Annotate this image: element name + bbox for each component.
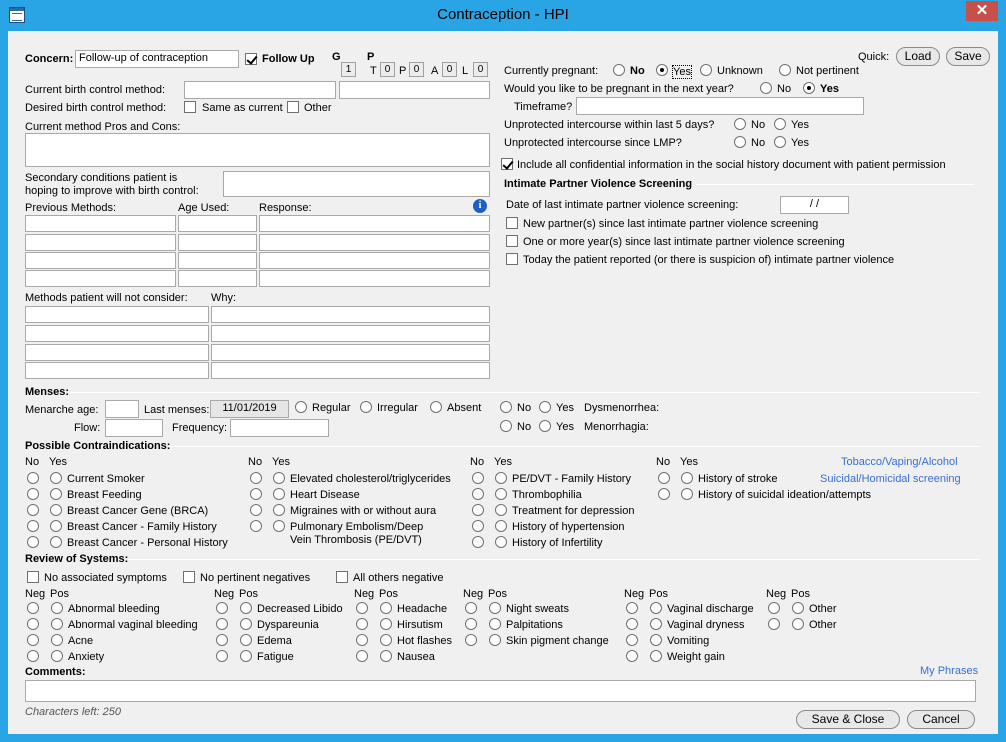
ros-item-label: Decreased Libido	[257, 603, 343, 615]
contra-no-header: No	[248, 456, 263, 468]
age-used-input[interactable]	[178, 252, 257, 269]
ipv-one-year-label: One or more year(s) since last intimate partner violence screening	[523, 236, 845, 248]
menorrhagia-no-label: No	[517, 421, 532, 433]
ros-item-label: Other	[809, 619, 837, 631]
contra-item-label: PE/DVT - Family History	[512, 473, 631, 485]
close-button[interactable]: ✕	[966, 1, 998, 21]
ros-item-label: Other	[809, 603, 837, 615]
contra-no-header: No	[25, 456, 40, 468]
ros-neg-radio[interactable]	[626, 602, 638, 614]
contra-item-label: History of Infertility	[512, 537, 603, 549]
ros-pos-radio[interactable]	[489, 634, 501, 646]
timeframe-input[interactable]	[576, 97, 864, 115]
ros-item-label: Headache	[397, 603, 448, 615]
ros-neg-radio[interactable]	[356, 618, 368, 630]
contra-item-label: Migraines with or without aura	[290, 505, 437, 517]
unprotected5-no-radio[interactable]	[734, 118, 746, 130]
preterm-label: P	[399, 65, 407, 77]
ros-item-label: Dyspareunia	[257, 619, 319, 631]
no-assoc-label: No associated symptoms	[44, 572, 167, 584]
ros-neg-radio[interactable]	[27, 650, 39, 662]
ros-pos-radio[interactable]	[240, 602, 252, 614]
ros-item-label: Vaginal discharge	[667, 603, 754, 615]
window-title: Contraception - HPI	[437, 6, 569, 23]
contra-yes-radio[interactable]	[681, 472, 693, 484]
contra-no-radio[interactable]	[250, 504, 262, 516]
flow-label: Flow:	[74, 422, 101, 434]
future-pregnant-label: Would you like to be pregnant in the next year?	[504, 83, 734, 95]
response-label: Response:	[259, 202, 312, 214]
quick-save-button[interactable]: Save	[946, 47, 990, 66]
contra-no-radio[interactable]	[658, 472, 670, 484]
g-label: G	[332, 51, 341, 63]
contra-no-radio[interactable]	[250, 488, 262, 500]
contra-yes-header: Yes	[494, 456, 512, 468]
prev-method-input[interactable]	[25, 270, 176, 287]
age-used-input[interactable]	[178, 215, 257, 232]
response-input[interactable]	[259, 252, 490, 269]
contra-yes-radio[interactable]	[273, 488, 285, 500]
ros-neg-radio[interactable]	[216, 634, 228, 646]
ros-pos-radio[interactable]	[240, 634, 252, 646]
flow-input[interactable]	[105, 419, 163, 437]
chars-left-label: Characters left: 250	[25, 706, 121, 718]
ipv-reported-checkbox[interactable]	[506, 253, 518, 265]
contra-item-label: Breast Cancer - Family History	[67, 521, 217, 533]
ros-divider	[128, 559, 980, 560]
future-no-label: No	[777, 83, 792, 95]
contra-yes-radio[interactable]	[681, 488, 693, 500]
living-box[interactable]: 0	[473, 62, 488, 77]
save-close-button[interactable]: Save & Close	[796, 710, 900, 729]
t-label: T	[370, 65, 377, 77]
contra-yes-radio[interactable]	[50, 536, 62, 548]
ros-neg-radio[interactable]	[768, 602, 780, 614]
prev-methods-label: Previous Methods:	[25, 202, 117, 214]
ipv-new-partner-checkbox[interactable]	[506, 217, 518, 229]
future-yes-label: Yes	[820, 83, 839, 95]
contra-no-radio[interactable]	[472, 488, 484, 500]
why-input[interactable]	[211, 325, 490, 342]
abortion-box[interactable]: 0	[442, 62, 457, 77]
contra-no-radio[interactable]	[27, 488, 39, 500]
ipv-date-label: Date of last intimate partner violence screening:	[506, 199, 739, 211]
contra-yes-radio[interactable]	[50, 520, 62, 532]
ros-pos-radio[interactable]	[380, 618, 392, 630]
comments-label: Comments:	[25, 666, 86, 678]
ros-pos-header: Pos	[649, 588, 668, 600]
contra-yes-radio[interactable]	[50, 488, 62, 500]
contra-no-radio[interactable]	[472, 504, 484, 516]
regular-radio[interactable]	[295, 401, 307, 413]
ros-neg-radio[interactable]	[216, 618, 228, 630]
pregnant-no-label: No	[630, 65, 645, 77]
ros-title: Review of Systems:	[25, 553, 129, 565]
contra-no-radio[interactable]	[250, 520, 262, 532]
pregnant-label: Currently pregnant:	[504, 65, 599, 77]
pregnant-yes-label: Yes	[673, 66, 691, 78]
ros-pos-radio[interactable]	[380, 650, 392, 662]
contra-item-label: Thrombophilia	[512, 489, 582, 501]
response-input[interactable]	[259, 270, 490, 287]
age-used-label: Age Used:	[178, 202, 230, 214]
no-pertinent-checkbox[interactable]	[183, 571, 195, 583]
all-others-checkbox[interactable]	[336, 571, 348, 583]
menses-divider	[70, 392, 980, 393]
contra-yes-radio[interactable]	[50, 504, 62, 516]
response-input[interactable]	[259, 234, 490, 251]
suicidal-link[interactable]: Suicidal/Homicidal screening	[820, 473, 961, 485]
not-consider-label: Methods patient will not consider:	[25, 292, 188, 304]
ipv-divider	[696, 184, 974, 185]
comments-textarea[interactable]	[25, 680, 976, 702]
contra-item-label: Breast Feeding	[67, 489, 142, 501]
contra-yes-radio[interactable]	[495, 504, 507, 516]
ros-item-label: Hot flashes	[397, 635, 453, 647]
contra-no-radio[interactable]	[658, 488, 670, 500]
ros-neg-header: Neg	[624, 588, 645, 600]
ros-neg-radio[interactable]	[465, 602, 477, 614]
info-icon[interactable]: i	[473, 199, 487, 213]
contra-no-radio[interactable]	[27, 536, 39, 548]
contra-no-radio[interactable]	[472, 472, 484, 484]
contra-no-radio[interactable]	[27, 472, 39, 484]
contra-yes-radio[interactable]	[50, 472, 62, 484]
contra-no-radio[interactable]	[472, 536, 484, 548]
other-method-label: Other	[304, 102, 332, 114]
ros-neg-radio[interactable]	[27, 602, 39, 614]
ros-pos-header: Pos	[379, 588, 398, 600]
pregnant-unknown-radio[interactable]	[700, 64, 712, 76]
not-consider-input[interactable]	[25, 325, 209, 342]
ros-pos-radio[interactable]	[240, 618, 252, 630]
ros-neg-radio[interactable]	[356, 602, 368, 614]
response-input[interactable]	[259, 215, 490, 232]
ros-pos-radio[interactable]	[51, 650, 63, 662]
ipv-date-input[interactable]: / /	[780, 196, 849, 214]
ipv-reported-label: Today the patient reported (or there is suspicion of) intimate partner violence	[523, 254, 895, 266]
ros-neg-radio[interactable]	[465, 618, 477, 630]
ros-pos-radio[interactable]	[51, 634, 63, 646]
why-input[interactable]	[211, 362, 490, 379]
not-consider-input[interactable]	[25, 362, 209, 379]
contra-yes-radio[interactable]	[495, 472, 507, 484]
ros-neg-radio[interactable]	[27, 634, 39, 646]
same-as-current-checkbox[interactable]	[184, 101, 196, 113]
contra-no-radio[interactable]	[472, 520, 484, 532]
pregnant-unknown-label: Unknown	[717, 65, 763, 77]
contra-pe-dvt-extra: Vein Thrombosis (PE/DVT)	[290, 534, 422, 546]
dysmenorrhea-no-radio[interactable]	[500, 401, 512, 413]
ros-pos-radio[interactable]	[792, 618, 804, 630]
ros-pos-radio[interactable]	[650, 602, 662, 614]
ros-pos-radio[interactable]	[650, 634, 662, 646]
follow-up-checkbox[interactable]	[245, 53, 257, 65]
contra-yes-radio[interactable]	[495, 536, 507, 548]
same-as-current-label: Same as current	[202, 102, 283, 114]
a-label: A	[431, 65, 439, 77]
ros-neg-header: Neg	[766, 588, 787, 600]
contra-item-label: Pulmonary Embolism/Deep	[290, 521, 424, 533]
absent-label: Absent	[447, 402, 482, 414]
ros-neg-radio[interactable]	[626, 650, 638, 662]
unprotected5-label: Unprotected intercourse within last 5 days?	[504, 119, 715, 131]
menorrhagia-yes-label: Yes	[556, 421, 574, 433]
age-used-input[interactable]	[178, 234, 257, 251]
frequency-label: Frequency:	[172, 422, 228, 434]
concern-label: Concern:	[25, 53, 74, 65]
ros-item-label: Edema	[257, 635, 292, 647]
age-used-input[interactable]	[178, 270, 257, 287]
unprotected-lmp-label: Unprotected intercourse since LMP?	[504, 137, 682, 149]
ros-pos-radio[interactable]	[489, 618, 501, 630]
ipv-one-year-checkbox[interactable]	[506, 235, 518, 247]
pros-cons-label: Current method Pros and Cons:	[25, 121, 181, 133]
absent-radio[interactable]	[430, 401, 442, 413]
menorrhagia-no-radio[interactable]	[500, 420, 512, 432]
irregular-radio[interactable]	[360, 401, 372, 413]
contra-no-radio[interactable]	[27, 520, 39, 532]
quick-load-button[interactable]: Load	[896, 47, 940, 66]
contra-no-radio[interactable]	[27, 504, 39, 516]
menses-title: Menses:	[25, 386, 70, 398]
ros-pos-header: Pos	[50, 588, 69, 600]
my-phrases-link[interactable]: My Phrases	[920, 665, 979, 677]
last-menses-label: Last menses:	[144, 404, 210, 416]
ros-neg-radio[interactable]	[27, 618, 39, 630]
ros-item-label: Acne	[68, 635, 94, 647]
ros-neg-header: Neg	[214, 588, 235, 600]
contra-divider	[170, 446, 980, 447]
ros-item-label: Night sweats	[506, 603, 569, 615]
contra-yes-radio[interactable]	[273, 504, 285, 516]
concern-input[interactable]: Follow-up of contraception	[75, 50, 239, 68]
ros-item-label: Vomiting	[667, 635, 710, 647]
contra-item-label: Breast Cancer - Personal History	[67, 537, 228, 549]
no-pertinent-label: No pertinent negatives	[200, 572, 311, 584]
ros-pos-header: Pos	[791, 588, 810, 600]
why-input[interactable]	[211, 344, 490, 361]
ros-neg-radio[interactable]	[626, 618, 638, 630]
ipv-title: Intimate Partner Violence Screening	[504, 178, 693, 190]
unprotected5-no-label: No	[751, 119, 766, 131]
contra-no-radio[interactable]	[250, 472, 262, 484]
ros-item-label: Fatigue	[257, 651, 294, 663]
ipv-new-partner-label: New partner(s) since last intimate partner violence screening	[523, 218, 819, 230]
ros-neg-radio[interactable]	[216, 650, 228, 662]
contra-yes-radio[interactable]	[273, 472, 285, 484]
no-assoc-checkbox[interactable]	[27, 571, 39, 583]
ros-pos-header: Pos	[488, 588, 507, 600]
desired-method-label: Desired birth control method:	[25, 102, 167, 114]
frequency-input[interactable]	[230, 419, 329, 437]
regular-label: Regular	[312, 402, 351, 414]
current-method-label: Current birth control method:	[25, 84, 166, 96]
contra-yes-radio[interactable]	[273, 520, 285, 532]
unprotected-lmp-yes-radio[interactable]	[774, 136, 786, 148]
menorrhagia-label: Menorrhagia:	[584, 421, 649, 433]
ros-item-label: Nausea	[397, 651, 435, 663]
secondary-label-1: Secondary conditions patient is	[25, 172, 178, 184]
all-others-label: All others negative	[353, 572, 444, 584]
menorrhagia-yes-radio[interactable]	[539, 420, 551, 432]
contra-item-label: History of stroke	[698, 473, 778, 485]
ros-neg-radio[interactable]	[626, 634, 638, 646]
why-input[interactable]	[211, 306, 490, 323]
ros-neg-header: Neg	[354, 588, 375, 600]
pregnant-not-pertinent-label: Not pertinent	[796, 65, 859, 77]
contra-item-label: Heart Disease	[290, 489, 360, 501]
contra-yes-header: Yes	[49, 456, 67, 468]
unprotected-lmp-no-label: No	[751, 137, 766, 149]
dysmenorrhea-yes-label: Yes	[556, 402, 574, 414]
ros-pos-radio[interactable]	[650, 650, 662, 662]
timeframe-label: Timeframe?	[514, 101, 573, 113]
quick-label: Quick:	[858, 51, 890, 63]
contra-yes-radio[interactable]	[495, 520, 507, 532]
ros-pos-radio[interactable]	[380, 602, 392, 614]
pregnant-yes-radio[interactable]	[656, 64, 668, 76]
prev-method-input[interactable]	[25, 252, 176, 269]
include-confidential-label: Include all confidential information in the social history document with patient permission	[517, 159, 946, 171]
gravida-box[interactable]: 1	[341, 62, 356, 77]
unprotected-lmp-no-radio[interactable]	[734, 136, 746, 148]
term-box[interactable]: 0	[380, 62, 395, 77]
ros-neg-radio[interactable]	[768, 618, 780, 630]
why-label: Why:	[211, 292, 237, 304]
contra-item-label: History of suicidal ideation/attempts	[698, 489, 872, 501]
pregnant-no-radio[interactable]	[613, 64, 625, 76]
future-yes-radio[interactable]	[803, 82, 815, 94]
dysmenorrhea-no-label: No	[517, 402, 532, 414]
contra-no-header: No	[470, 456, 485, 468]
secondary-label-2: hoping to improve with birth control:	[25, 185, 199, 197]
unprotected5-yes-label: Yes	[791, 119, 809, 131]
ros-item-label: Skin pigment change	[506, 635, 609, 647]
ros-pos-radio[interactable]	[489, 602, 501, 614]
ros-pos-radio[interactable]	[240, 650, 252, 662]
contra-title: Possible Contraindications:	[25, 440, 171, 452]
ros-item-label: Palpitations	[506, 619, 563, 631]
ros-neg-radio[interactable]	[465, 634, 477, 646]
follow-up-label: Follow Up	[262, 53, 315, 65]
tobacco-link[interactable]: Tobacco/Vaping/Alcohol	[841, 456, 958, 468]
contra-item-label: History of hypertension	[512, 521, 625, 533]
title-bar	[0, 0, 1006, 31]
contra-item-label: Treatment for depression	[512, 505, 635, 517]
ros-item-label: Vaginal dryness	[667, 619, 745, 631]
l-label: L	[462, 65, 469, 77]
preterm-box[interactable]: 0	[409, 62, 424, 77]
contra-item-label: Breast Cancer Gene (BRCA)	[67, 505, 209, 517]
ros-item-label: Anxiety	[68, 651, 105, 663]
pregnant-not-pertinent-radio[interactable]	[779, 64, 791, 76]
ros-pos-radio[interactable]	[650, 618, 662, 630]
not-consider-input[interactable]	[25, 344, 209, 361]
other-method-checkbox[interactable]	[287, 101, 299, 113]
last-menses-input[interactable]: 11/01/2019	[210, 400, 289, 418]
unprotected-lmp-yes-label: Yes	[791, 137, 809, 149]
ros-item-label: Weight gain	[667, 651, 725, 663]
ros-neg-radio[interactable]	[216, 602, 228, 614]
dysmenorrhea-label: Dysmenorrhea:	[584, 402, 660, 414]
ros-pos-radio[interactable]	[380, 634, 392, 646]
ros-item-label: Hirsutism	[397, 619, 443, 631]
future-no-radio[interactable]	[760, 82, 772, 94]
contra-yes-header: Yes	[680, 456, 698, 468]
ros-pos-header: Pos	[239, 588, 258, 600]
current-method-input-2[interactable]	[339, 81, 490, 99]
unprotected5-yes-radio[interactable]	[774, 118, 786, 130]
ros-pos-radio[interactable]	[51, 602, 63, 614]
pros-cons-textarea[interactable]	[25, 133, 490, 167]
contra-item-label: Current Smoker	[67, 473, 145, 485]
prev-method-input[interactable]	[25, 215, 176, 232]
irregular-label: Irregular	[377, 402, 418, 414]
dysmenorrhea-yes-radio[interactable]	[539, 401, 551, 413]
secondary-input[interactable]	[223, 171, 490, 197]
ros-item-label: Abnormal vaginal bleeding	[68, 619, 198, 631]
menarche-label: Menarche age:	[25, 404, 99, 416]
ros-neg-header: Neg	[25, 588, 46, 600]
ros-pos-radio[interactable]	[51, 618, 63, 630]
prev-method-input[interactable]	[25, 234, 176, 251]
not-consider-input[interactable]	[25, 306, 209, 323]
current-method-input[interactable]	[184, 81, 336, 99]
ros-neg-radio[interactable]	[356, 650, 368, 662]
ros-item-label: Abnormal bleeding	[68, 603, 160, 615]
contra-yes-header: Yes	[272, 456, 290, 468]
ros-neg-header: Neg	[463, 588, 484, 600]
include-confidential-checkbox[interactable]	[501, 158, 513, 170]
ros-pos-radio[interactable]	[792, 602, 804, 614]
cancel-button[interactable]: Cancel	[907, 710, 975, 729]
contra-no-header: No	[656, 456, 671, 468]
contra-yes-radio[interactable]	[495, 488, 507, 500]
menarche-input[interactable]	[105, 400, 139, 418]
ros-neg-radio[interactable]	[356, 634, 368, 646]
p-label: P	[367, 51, 375, 63]
contra-item-label: Elevated cholesterol/triglycerides	[290, 473, 451, 485]
